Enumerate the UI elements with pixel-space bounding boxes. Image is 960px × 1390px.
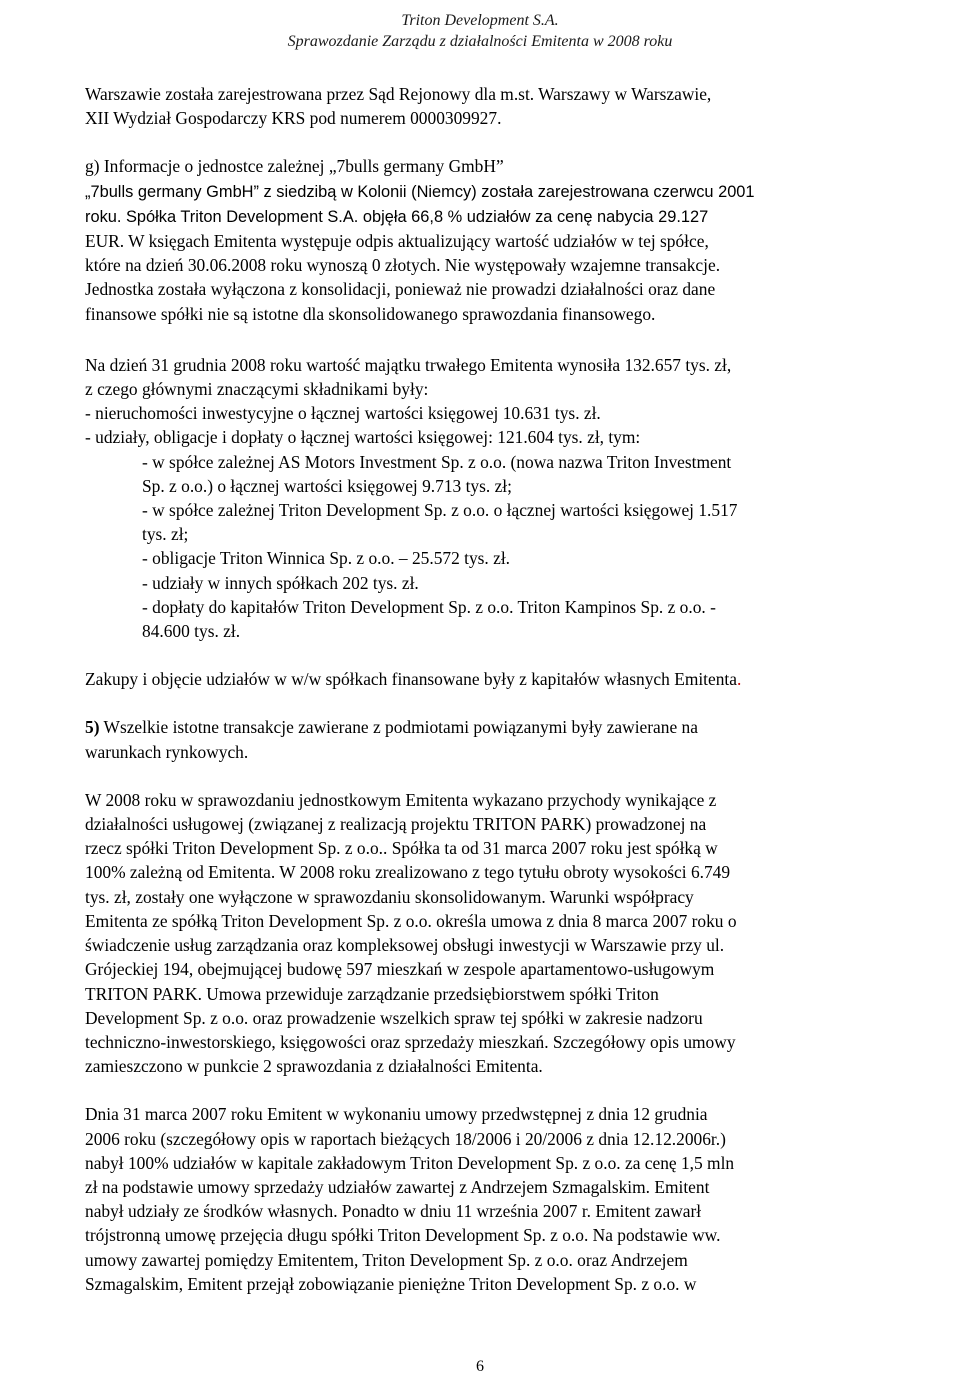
paragraph-fixed-assets: [85, 353, 877, 643]
page-header: [0, 10, 960, 52]
sub-list-item: - obligacje Triton Winnica Sp. z o.o. – 25.572 tys. zł.: [142, 548, 511, 569]
sub-list-item: - udziały w innych spółkach 202 tys. zł.: [142, 572, 419, 593]
header-company: Triton Development S.A.: [401, 12, 559, 29]
text-line: W 2008 roku w sprawozdaniu jednostkowym Emitenta wykazano przychody wynikające z: [85, 789, 717, 810]
text-line: Szmagalskim, Emitent przejął zobowiązanie pieniężne Triton Development Sp. z o.o. w: [85, 1273, 697, 1294]
text-line: z czego głównymi znaczącymi składnikami były:: [85, 379, 429, 400]
section-heading-g: g) Informacje o jednostce zależnej „7bulls germany GmbH”: [85, 156, 504, 177]
text-line: Wszelkie istotne transakcje zawierane z podmiotami powiązanymi były zawierane na: [99, 717, 698, 738]
paragraph-related-transactions: [85, 715, 877, 763]
text-line: rzecz spółki Triton Development Sp. z o.o.. Spółka ta od 31 marca 2007 roku jest spółką w: [85, 838, 718, 859]
text-line: działalności usługowej (związanej z realizacją projektu TRITON PARK) prowadzonej na: [85, 814, 707, 835]
text-line: Grójeckiej 194, obejmującej budowę 597 mieszkań w zespole apartamentowo-usługowym: [85, 959, 715, 980]
text-line: „7bulls germany GmbH” z siedzibą w Kolonii (Niemcy) została zarejestrowana czerwcu 2001: [85, 182, 755, 201]
text-line: nabył udziały ze środków własnych. Ponadto w dniu 11 września 2007 r. Emitent zawarł: [85, 1201, 702, 1222]
text-line: warunkach rynkowych.: [85, 741, 249, 762]
text-line: świadczenie usług zarządzania oraz kompleksowej obsługi inwestycji w Warszawie przy ul.: [85, 935, 725, 956]
sub-list-item-cont: tys. zł;: [142, 524, 189, 545]
text-line: Development Sp. z o.o. oraz prowadzenie wszelkich spraw tej spółki w zakresie nadzoru: [85, 1007, 703, 1028]
text-line: 100% zależną od Emitenta. W 2008 roku zrealizowano z tego tytułu obroty wysokości 6.749: [85, 862, 731, 883]
sub-list-item: - w spółce zależnej Triton Development Sp. z o.o. o łącznej wartości księgowej 1.517: [142, 500, 738, 521]
text-line: Na dzień 31 grudnia 2008 roku wartość majątku trwałego Emitenta wynosiła 132.657 tys. zł,: [85, 354, 732, 375]
text-line: TRITON PARK. Umowa przewiduje zarządzanie przedsiębiorstwem spółki Triton: [85, 983, 659, 1004]
item-number: 5): [85, 717, 100, 738]
text-line: umowy zawartej pomiędzy Emitentem, Triton Development Sp. z o.o. oraz Andrzejem: [85, 1249, 688, 1270]
sub-list-item-cont: Sp. z o.o.) o łącznej wartości księgowej 9.713 tys. zł;: [142, 475, 512, 496]
list-item: - nieruchomości inwestycyjne o łącznej wartości księgowej 10.631 tys. zł.: [85, 403, 601, 424]
page-number: 6: [476, 1358, 484, 1375]
text-line: Dnia 31 marca 2007 roku Emitent w wykonaniu umowy przedwstępnej z dnia 12 grudnia: [85, 1104, 708, 1125]
text-line: tys. zł, zostały one wyłączone w sprawozdaniu skonsolidowanym. Warunki współpracy: [85, 886, 694, 907]
paragraph-acquisition: [85, 1102, 877, 1296]
text-line: zł na podstawie umowy sprzedaży udziałów zawartej z Andrzejem Szmagalskim. Emitent: [85, 1176, 710, 1197]
document-body: [85, 82, 877, 1296]
sub-list-item: - dopłaty do kapitałów Triton Development Sp. z o.o. Triton Kampinos Sp. z o.o. -: [142, 596, 716, 617]
text-line: roku. Spółka Triton Development S.A. objęła 66,8 % udziałów za cenę nabycia 29.127: [85, 207, 709, 226]
text-line: techniczno-inwestorskiego, księgowości oraz sprzedaży mieszkań. Szczegółowy opis umowy: [85, 1031, 736, 1052]
text-line: Emitenta ze spółką Triton Development Sp. z o.o. określa umowa z dnia 8 marca 2007 roku o: [85, 910, 737, 931]
text-line: Warszawie została zarejestrowana przez Sąd Rejonowy dla m.st. Warszawy w Warszawie,: [85, 84, 712, 104]
text-line: Jednostka została wyłączona z konsolidacji, ponieważ nie prowadzi działalności oraz dane: [85, 279, 716, 300]
header-report-title: Sprawozdanie Zarządu z działalności Emitenta w 2008 roku: [287, 33, 673, 50]
paragraph-services-revenue: [85, 788, 877, 1078]
text-period: .: [736, 669, 742, 690]
text-line: zamieszczono w punkcie 2 sprawozdania z działalności Emitenta.: [85, 1056, 543, 1077]
sub-list-item: - w spółce zależnej AS Motors Investment Sp. z o.o. (nowa nazwa Triton Investment: [142, 451, 732, 472]
paragraph-registration: [85, 82, 877, 130]
text-line: nabył 100% udziałów w kapitale zakładowym Triton Development Sp. z o.o. za cenę 1,5 mln: [85, 1152, 735, 1173]
text-line: EUR. W księgach Emitenta występuje odpis aktualizujący wartość udziałów w tej spółce,: [85, 231, 709, 252]
paragraph-7bulls: [85, 154, 877, 325]
text-line: Zakupy i objęcie udziałów w w/w spółkach finansowane były z kapitałów własnych Emitenta: [85, 669, 737, 690]
text-line: XII Wydział Gospodarczy KRS pod numerem 0000309927.: [85, 108, 502, 129]
paragraph-financing: [85, 667, 877, 691]
text-line: trójstronną umowę przejęcia długu spółki Triton Development Sp. z o.o. Na podstawie ww.: [85, 1225, 721, 1246]
list-item: - udziały, obligacje i dopłaty o łącznej wartości księgowej: 121.604 tys. zł, tym:: [85, 427, 641, 448]
sub-list-item-cont: 84.600 tys. zł.: [142, 621, 241, 642]
text-line: które na dzień 30.06.2008 roku wynoszą 0 złotych. Nie występowały wzajemne transakcje.: [85, 255, 721, 276]
text-line: 2006 roku (szczegółowy opis w raportach bieżących 18/2006 i 20/2006 z dnia 12.12.2006r.): [85, 1128, 726, 1149]
text-line: finansowe spółki nie są istotne dla skonsolidowanego sprawozdania finansowego.: [85, 303, 656, 324]
